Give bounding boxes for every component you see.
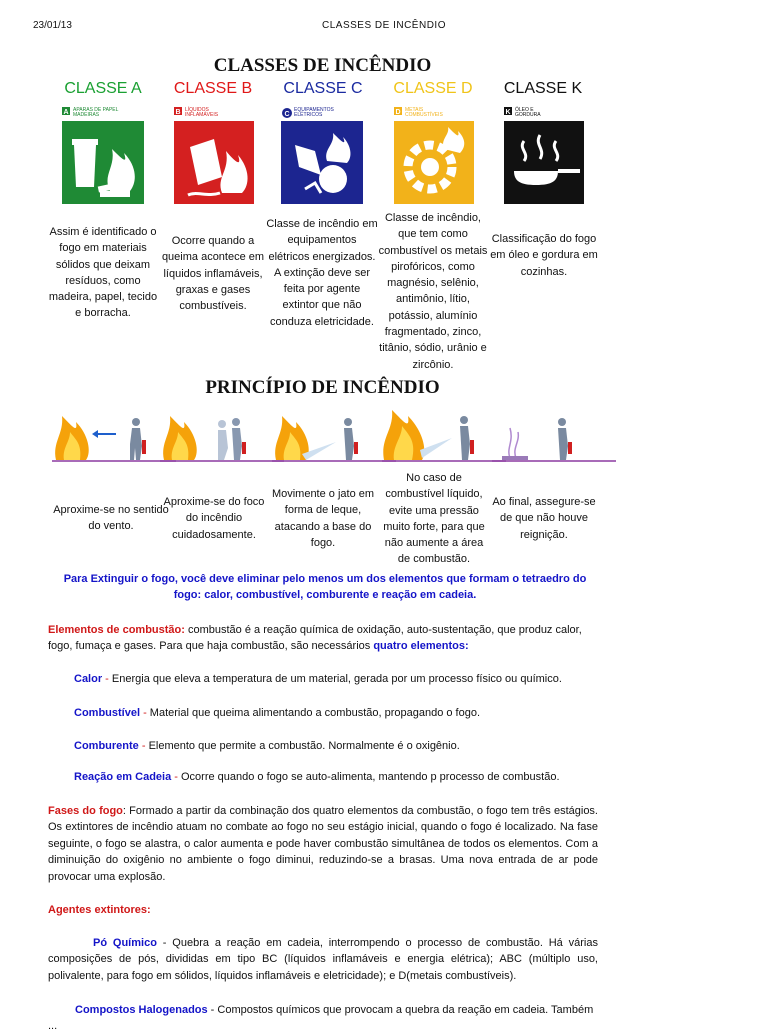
def-calor (74, 671, 594, 687)
def-comburente-text: Elemento que permite a combustão. Normalmente é o oxigênio. (148, 740, 460, 752)
def-reacao-text: Ocorre quando o fogo se auto-alimenta, mantendo p processo de combustão. (181, 771, 560, 783)
elements-emph: quatro elementos: (373, 640, 469, 653)
def-comburente-term: Comburente (74, 740, 139, 752)
class-d-label: CLASSE D (393, 80, 473, 97)
step-3-illustration (272, 404, 396, 466)
header-date: 23/01/13 (33, 20, 72, 31)
class-b-description: Ocorre quando a queima acontece em líquidos inflamáveis, graxas e gases combustíveis. (161, 235, 265, 313)
class-d-icon-letter: D (395, 109, 401, 116)
po-quimico-paragraph (48, 935, 598, 984)
class-c-icon-caption-2: ELÉTRICOS (294, 112, 323, 118)
class-a-description: Assim é identificado o fogo em materiais sólidos que deixam resíduos, como madeira, papel, tecido e borracha. (48, 226, 158, 320)
elements-paragraph (48, 622, 598, 655)
class-b-icon-caption-1: LÍQUIDOS (185, 107, 209, 113)
def-calor-term: Calor (74, 673, 103, 685)
step-4-illustration (382, 404, 506, 466)
elements-text: combustão é a reação química de oxidação, auto-sustentação, que produz calor, fogo, fumaça e gases. Para que haja combustão, são necessários (48, 624, 582, 653)
phases-label: Fases do fogo (48, 805, 123, 817)
step-2-description: Aproxime-se do foco do incêndio cuidadosamente. (163, 496, 265, 541)
class-d-icon-caption-1: METAIS (405, 107, 424, 113)
step-5-description: Ao final, assegure-se de que não houve reignição. (492, 496, 596, 541)
po-quimico-text: - Quebra a reação em cadeia, interrompendo o processo de combustão. Há várias composições de pós, divididas em tipo BC (líquidos inflamáveis e energia elétrica); ABC (múltiplo uso, polivalente, para fogo em sólidos, líquidos inflamáveis e eletricidade); e D(metais combustíveis). (48, 937, 598, 982)
class-b-label: CLASSE B (173, 80, 253, 97)
class-c-icon-letter: C (284, 111, 290, 118)
step-5-illustration (492, 404, 616, 466)
step-1-illustration (52, 404, 176, 466)
step-2-illustration (160, 404, 284, 466)
page-title: CLASSES DE INCÊNDIO (213, 55, 432, 76)
class-b-icon (172, 105, 254, 204)
elements-label: Elementos de combustão: (48, 624, 185, 636)
def-combustivel-term: Combustível (74, 707, 141, 719)
class-a-icon (62, 105, 144, 204)
def-combustivel-sep: - (140, 707, 150, 719)
class-b-icon-letter: B (175, 109, 181, 116)
step-3-description: Movimente o jato em forma de leque, atacando a base do fogo. (271, 488, 375, 549)
class-c-icon (281, 105, 363, 204)
class-a-icon-caption-1: APARAS DE PAPEL (73, 107, 119, 113)
step-1-description: Aproxime-se no sentido do vento. (53, 504, 169, 533)
class-k-label: CLASSE K (503, 80, 583, 97)
class-a-label: CLASSE A (64, 80, 142, 97)
def-reacao-sep: - (171, 771, 181, 783)
halogenados-paragraph (48, 1002, 598, 1035)
class-k-description: Classificação do fogo em óleo e gordura em cozinhas. (490, 233, 598, 278)
step-4-description: No caso de combustível líquido, evite uma pressão muito forte, para que não aumente a área de combustão. (383, 472, 485, 566)
agents-label: Agentes extintores: (48, 904, 151, 916)
def-comburente (74, 738, 594, 754)
def-reacao-term: Reação em Cadeia (74, 771, 172, 783)
def-reacao (74, 769, 594, 785)
extinguish-note: Para Extinguir o fogo, você deve eliminar pelo menos um dos elementos que formam o tetraedro do fogo: calor, combustível, comburente e reação em cadeia. (63, 573, 587, 602)
class-a-icon-letter: A (63, 109, 69, 116)
header-title: CLASSES DE INCÊNDIO (322, 20, 446, 31)
def-calor-text: Energia que eleva a temperatura de um material, gerada por um processo físico ou químico. (111, 673, 562, 685)
class-c-label: CLASSE C (283, 80, 363, 97)
phases-paragraph (48, 803, 598, 885)
def-combustivel-text: Material que queima alimentando a combustão, propagando o fogo. (149, 707, 481, 719)
class-k-icon-caption-1: ÓLEO E (515, 107, 534, 113)
principle-title: PRINCÍPIO DE INCÊNDIO (205, 377, 440, 398)
class-d-icon (392, 105, 474, 204)
class-c-icon-caption-1: EQUIPAMENTOS (294, 107, 334, 113)
class-c-description: Classe de incêndio em equipamentos elétricos energizados. A extinção deve ser feita por agente extintor que não conduza eletricidade. (266, 218, 378, 328)
def-combustivel (74, 705, 594, 721)
class-b-icon-caption-2: INFLAMÁVEIS (185, 112, 219, 118)
class-k-icon-caption-2: GORDURA (515, 112, 541, 118)
def-comburente-sep: - (138, 740, 149, 752)
halogenados-text: - Compostos químicos que provocam a quebra da reação em cadeia. Também ... (48, 1004, 594, 1033)
def-calor-sep: - (102, 673, 112, 685)
phases-text: : Formado a partir da combinação dos quatro elementos da combustão, o fogo tem três estágios. Os extintores de incêndio atuam no combate ao fogo no seu estágio inicial, quando o fogo é localizado. Na fase seguinte, o fogo se alastra, o calor aumenta e pode haver combustão simultânea de todos os elementos. Com a diminuição do oxigênio no ambiente o fogo diminui, reduzindo-se a brasas. Uma nova entrada de ar pode provocar uma explosão. (48, 805, 598, 883)
class-d-icon-caption-2: COMBUSTÍVEIS (405, 112, 443, 118)
class-k-icon-letter: K (505, 109, 511, 116)
class-k-icon (502, 105, 584, 204)
class-a-icon-caption-2: MADEIRAS (73, 112, 100, 118)
page-header (0, 20, 768, 34)
po-quimico-term: Pó Químico (93, 937, 157, 949)
class-d-description: Classe de incêndio, que tem como combustível os metais pirofóricos, como magnésio, selênio, antimônio, lítio, potássio, alumínio fragmentado, zinco, titânio, sódio, urânio e zircônio. (378, 212, 488, 371)
halogenados-term: Compostos Halogenados (75, 1004, 208, 1016)
